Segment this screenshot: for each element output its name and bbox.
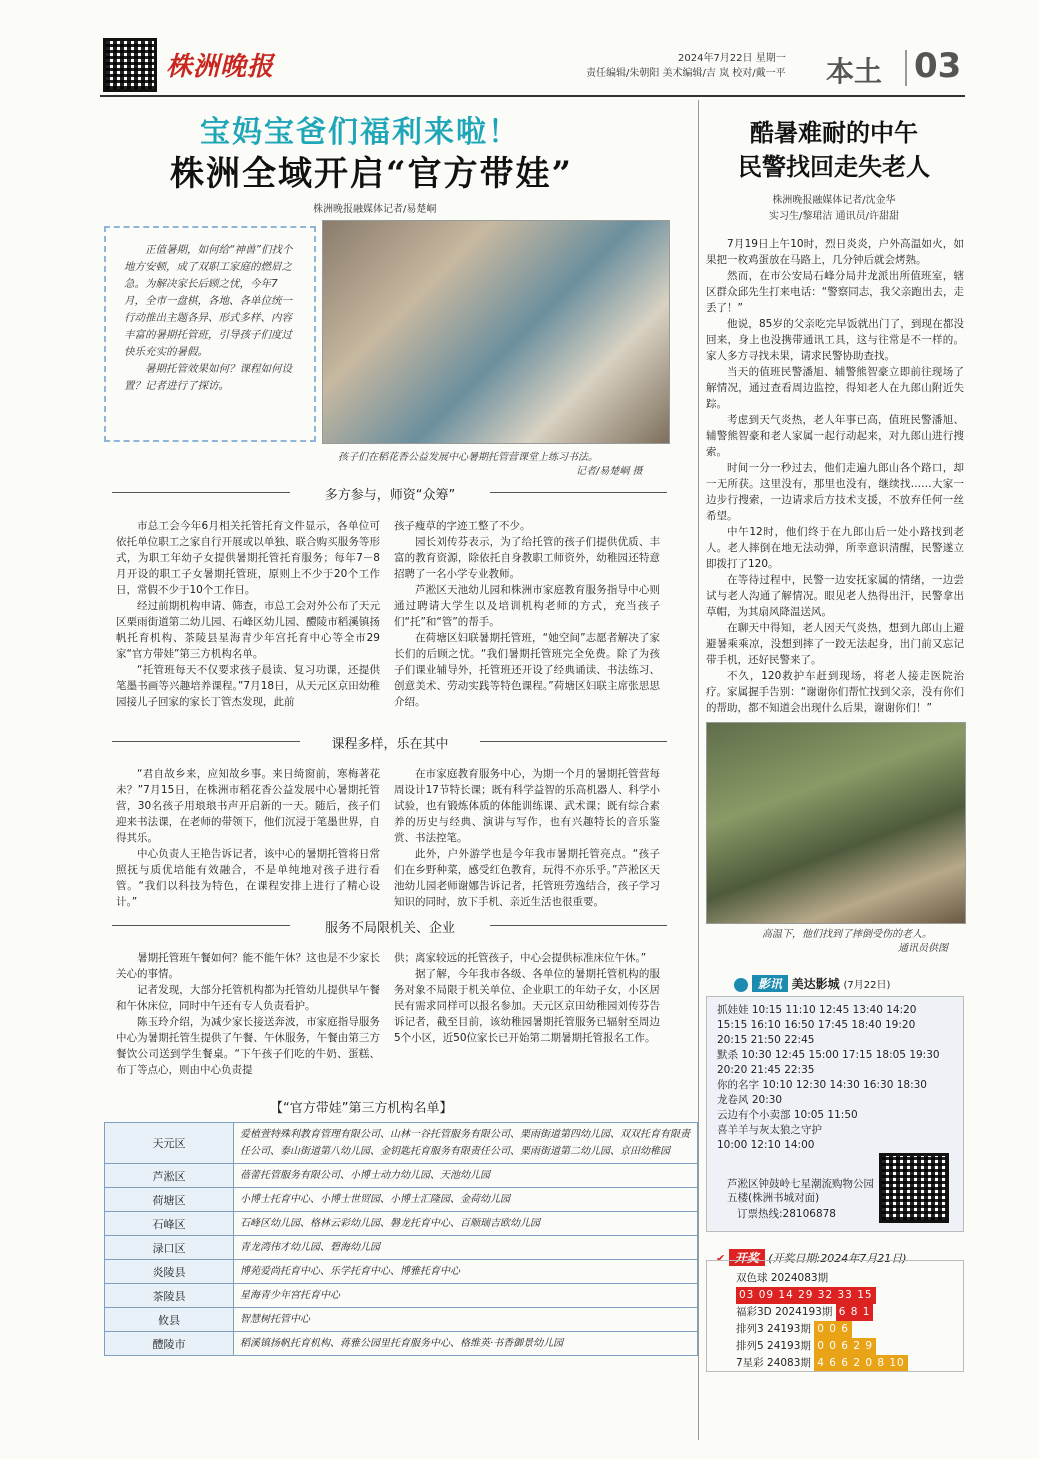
photo-credit: 记者/易楚峒 摄 <box>576 466 643 477</box>
paragraph: 暑期托管班午餐如何？能不能午休？这也是不少家长关心的事情。 <box>116 952 380 980</box>
film-icon <box>734 978 748 992</box>
paragraph: 据了解，今年我市各级、各单位的暑期托管机构的服务对象不局限于机关单位、企业职工的年幼子女，小区居民有需求同样可以报名参加。天元区京田幼稚园刘传芬告诉记者，截至目前，该幼稚园暑期托管服务已辐射至周边5个小区，近50位家长已开始第二期暑期托管报名工作。 <box>394 968 660 1044</box>
qr-code-icon[interactable] <box>103 38 157 92</box>
table-row <box>105 1212 698 1236</box>
paragraph: 市总工会今年6月相关托管托育文件显示，各单位可依托单位职工之家自行开展或以单独、联合购买服务等形式，为职工年幼子女提供暑期托管托育服务；每年7－8月开设的职工子女暑期托管班，原则上不少于20个工作日，常假不少于10个工作日。 <box>116 520 380 596</box>
paragraph: 在等待过程中，民警一边安抚家属的情绪，一边尝试与老人沟通了解情况。眼见老人热得出汗，民警拿出草帽，为其扇风降温送风。 <box>706 574 964 618</box>
intro-paragraph: 暑期托管效果如何？课程如何设置？记者进行了探访。 <box>124 363 292 392</box>
lottery-results <box>736 1270 962 1372</box>
institutions-cell: 爱植萱特殊利教育管理有限公司、山林一谷托管服务有限公司、栗雨街道第四幼儿园、双双托育有限责任公司、泰山街道第八幼儿园、金钥匙托育服务有限责任公司、栗雨街道第二幼儿园、京田幼稚园 <box>234 1123 698 1164</box>
lottery-tag: 开奖 <box>729 1249 765 1266</box>
institutions-cell: 稻溪镇扬帆托育机构、蒋雅公园里托育服务中心、格维英·书香御景幼儿园 <box>234 1332 698 1356</box>
showtime-line: 15:15 16:10 16:50 17:45 18:40 19:20 <box>717 1019 916 1031</box>
lottery-item <box>736 1321 962 1338</box>
institutions-cell: 石峰区幼儿园、格林云彩幼儿园、磐龙托育中心、百顺瑞吉欧幼儿园 <box>234 1212 698 1236</box>
header-rule <box>100 95 965 97</box>
lottery-numbers: 4 6 6 2 0 8 10 <box>814 1355 907 1372</box>
paragraph: 陈玉玲介绍，为减少家长接送奔波，市家庭指导服务中心为暑期托管生提供了午餐、午休服务，午餐由第三方餐饮公司送到学生餐桌。“下午孩子们吃的牛奶、蛋糕、布丁等点心，则由中心负责提 <box>116 1016 380 1076</box>
article-column <box>116 518 380 710</box>
lottery-header <box>716 1249 907 1266</box>
showtime-line: 20:20 21:45 22:35 <box>717 1064 815 1076</box>
rescue-photo <box>706 722 966 924</box>
subhead-3: 服务不局限机关、企业 <box>290 917 490 936</box>
lottery-name: 7星彩 24083期 <box>736 1357 815 1369</box>
paragraph: 当天的值班民警潘旭、辅警熊智豪立即前往现场了解情况，通过查看周边监控，得知老人在九郎山附近失踪。 <box>706 366 964 410</box>
institutions-cell: 蓓蕾托管服务有限公司、小博士动力幼儿园、天池幼儿园 <box>234 1164 698 1188</box>
table-row <box>105 1188 698 1212</box>
byline-line: 株洲晚报融媒体记者/沈金华 <box>772 195 896 206</box>
column-divider <box>698 100 699 1440</box>
lottery-numbers: 0 0 6 <box>814 1321 852 1338</box>
side-article-body <box>706 236 964 716</box>
lottery-name: 双色球 2024083期 <box>736 1272 829 1284</box>
booking-phone: 订票热线:28106878 <box>737 1208 836 1220</box>
lottery-name: 排列5 24193期 <box>736 1340 815 1352</box>
showtime-line: 喜羊羊与灰太狼之守护 <box>717 1124 822 1136</box>
newspaper-logo: 株洲晚报 <box>166 52 275 82</box>
movie-header <box>734 975 890 992</box>
subhead-1: 多方参与，师资“众筹” <box>290 484 490 503</box>
paragraph: 在荷塘区妇联暑期托管班，“她空间”志愿者解决了家长们的后顾之忧。“我们暑期托管班完全免费。除了为孩子们课业辅导外，托管班还开设了经典诵读、书法练习、创意美术、劳动实践等特色课程。”荷塘区妇联主席张思思介绍。 <box>394 632 660 708</box>
paragraph: 此外，户外游学也是今年我市暑期托管亮点。“孩子们在乡野种菜，感受红色教育，玩得不亦乐乎。”芦淞区天池幼儿园老师谢娜告诉记者，托管班劳逸结合，孩子学习知识的同时，放下手机、亲近生活也很重要。 <box>394 848 660 908</box>
paragraph: 不久，120救护车赶到现场，将老人接走医院治疗。家属握手告别：“谢谢你们帮忙找到父亲，没有你们的帮助，都不知道会出现什么后果，谢谢你们！” <box>706 670 964 714</box>
table-row <box>105 1236 698 1260</box>
paragraph: 记者发现，大部分托管机构都为托管幼儿提供早午餐和午休床位，同时中午还有专人负责看护。 <box>116 984 380 1012</box>
paragraph: 在聊天中得知，老人因天气炎热，想到九郎山上避避暑乘乘凉，没想到摔了一跤无法起身，出门前又忘记带手机，还好民警来了。 <box>706 622 964 666</box>
lottery-item <box>736 1304 962 1321</box>
paragraph: 中心负责人王艳告诉记者，该中心的暑期托管将日常照抚与质优培能有效融合，不是单纯地对孩子进行看管。“我们以科技为特色，在课程安排上进行了精心设计。” <box>116 848 380 908</box>
intro-paragraph: 正值暑期，如何给“神兽”们找个地方安顿，成了双职工家庭的燃眉之急。为解决家长后顾之忧，今年7月，全市一盘棋，各地、各单位统一行动推出主题各异、形式多样、内容丰富的暑期托管班，引导孩子们度过快乐充实的暑假。 <box>124 244 293 358</box>
paragraph: 然而，在市公安局石峰分局井龙派出所值班室，辖区群众邱先生打来电话：“警察同志，我父亲跑出去，走丢了！” <box>706 270 964 314</box>
showtime-line: 你的名字 10:10 12:30 14:30 16:30 18:30 <box>717 1079 927 1091</box>
main-headline-kicker: 宝妈宝爸们福利来啦！ <box>200 115 520 150</box>
table-row <box>105 1308 698 1332</box>
paragraph: 7月19日上午10时，烈日炎炎，户外高温如火，如果把一枚鸡蛋放在马路上，几分钟后就会烤熟。 <box>706 238 964 266</box>
calligraphy-class-photo <box>322 220 670 444</box>
cinema-address: 芦淞区钟鼓岭七星潮流购物公园五楼(株洲书城对面) <box>727 1178 874 1204</box>
movie-tag: 影讯 <box>752 975 788 992</box>
paragraph: “托管班每天不仅要求孩子晨读、复习功课，还提供笔墨书画等兴趣培养课程。”7月18日，从天元区京田幼稚园接儿子回家的家长丁管杰发现，此前 <box>116 664 380 708</box>
table-row <box>105 1332 698 1356</box>
main-byline: 株洲晚报融媒体记者/易楚峒 <box>313 204 437 215</box>
institution-table <box>104 1122 698 1356</box>
lottery-item <box>736 1270 962 1304</box>
district-cell: 炎陵县 <box>105 1260 234 1284</box>
side-byline <box>704 193 964 225</box>
page-number: 03 <box>914 46 962 86</box>
lottery-numbers: 0 0 6 2 9 <box>814 1338 876 1355</box>
district-cell: 芦淞区 <box>105 1164 234 1188</box>
side-headline <box>704 116 964 184</box>
institutions-cell: 星海青少年宫托育中心 <box>234 1284 698 1308</box>
movie-date: (7月22日) <box>843 980 891 991</box>
checkmark-icon: ✔ <box>716 1252 726 1265</box>
article-column <box>394 766 660 910</box>
article-column <box>116 950 380 1078</box>
cinema-name: 美达影城 <box>791 977 840 991</box>
paragraph: 考虑到天气炎热，老人年事已高，值班民警潘旭、辅警熊智豪和老人家属一起行动起来，对九郎山进行搜索。 <box>706 414 964 458</box>
institutions-cell: 小博士托育中心、小博士世贸园、小博士汇隆园、金荷幼儿园 <box>234 1188 698 1212</box>
paragraph: 园长刘传芬表示，为了给托管的孩子们提供优质、丰富的教育资源，除依托自身教职工师资外，幼稚园还特意招聘了一名小学专业教师。 <box>394 536 660 580</box>
paragraph: 时间一分一秒过去，他们走遍九郎山各个路口，却一无所获。这里没有，那里也没有，继续找……大家一边步行搜索，一边请求后方技术支援，不放弃任何一丝希望。 <box>706 462 964 522</box>
institutions-cell: 智慧树托管中心 <box>234 1308 698 1332</box>
lottery-numbers: 6 8 1 <box>836 1304 874 1321</box>
paragraph: 供；离家较远的托管孩子，中心会提供标准床位午休。” <box>394 952 647 964</box>
subhead-2: 课程多样，乐在其中 <box>300 733 480 752</box>
paragraph: 孩子瘦草的字迹工整了不少。 <box>394 520 531 532</box>
byline-line: 实习生/黎珺洁 通讯员/许甜甜 <box>769 211 899 222</box>
district-cell: 石峰区 <box>105 1212 234 1236</box>
article-column <box>394 518 660 710</box>
header-divider <box>905 50 907 86</box>
showtime-line: 20:15 21:50 22:45 <box>717 1034 815 1046</box>
article-column <box>116 766 380 910</box>
district-cell: 茶陵县 <box>105 1284 234 1308</box>
section-name: 本土 <box>826 55 883 88</box>
paragraph: 芦淞区天池幼儿园和株洲市家庭教育服务指导中心则通过聘请大学生以及培训机构老师的方式，充当孩子们“托”和“管”的帮手。 <box>394 584 660 628</box>
lottery-item <box>736 1355 962 1372</box>
showtime-line: 抓娃娃 10:15 11:10 12:45 13:40 14:20 <box>717 1004 917 1016</box>
district-cell: 渌口区 <box>105 1236 234 1260</box>
article-column <box>394 950 660 1046</box>
photo-caption: 孩子们在稻花香公益发展中心暑期托管营课堂上练习书法。 <box>338 452 598 463</box>
movie-schedule-box <box>706 996 964 1232</box>
showtime-line: 10:00 12:10 14:00 <box>717 1139 815 1151</box>
table-row <box>105 1260 698 1284</box>
institutions-cell: 青龙湾伟才幼儿园、碧海幼儿园 <box>234 1236 698 1260</box>
showtime-line: 默杀 10:30 12:45 15:00 17:15 18:05 19:30 <box>717 1049 940 1061</box>
district-cell: 醴陵市 <box>105 1332 234 1356</box>
main-headline: 株洲全域开启“官方带娃” <box>170 154 574 194</box>
district-cell: 荷塘区 <box>105 1188 234 1212</box>
lottery-date: (开奖日期:2024年7月21日) <box>768 1252 907 1265</box>
showtime-line: 龙卷风 20:30 <box>717 1094 783 1106</box>
lottery-name: 排列3 24193期 <box>736 1323 815 1335</box>
showtime-line: 云边有个小卖部 10:05 11:50 <box>717 1109 858 1121</box>
paragraph: 在市家庭教育服务中心，为期一个月的暑期托管营每周设计17节特长课；既有科学益智的乐高机器人、科学小试验，也有锻炼体质的体能训练课、武术课；既有综合素养的历史与经典、演讲与写作，也有兴趣特长的音乐鉴赏、书法控笔。 <box>394 768 660 844</box>
table-title: 【“官方带娃”第三方机构名单】 <box>270 1101 453 1116</box>
paragraph: 中午12时，他们终于在九郎山后一处小路找到老人。老人摔倒在地无法动弹，所幸意识清醒，民警遂立即拨打了120。 <box>706 526 964 570</box>
table-row <box>105 1123 698 1164</box>
table-row <box>105 1164 698 1188</box>
lottery-name: 福彩3D 2024193期 <box>736 1306 836 1318</box>
district-cell: 天元区 <box>105 1123 234 1164</box>
issue-date: 2024年7月22日 星期一 <box>678 53 786 64</box>
lottery-numbers: 03 09 14 29 32 33 15 <box>736 1287 876 1304</box>
district-cell: 攸县 <box>105 1308 234 1332</box>
side-photo-caption: 高温下，他们找到了摔倒受伤的老人。 <box>762 929 932 940</box>
intro-box <box>104 226 316 442</box>
lottery-item <box>736 1338 962 1355</box>
side-headline-line: 民警找回走失老人 <box>738 152 930 181</box>
qr-code-icon[interactable] <box>879 1153 949 1223</box>
paragraph: 他说，85岁的父亲吃完早饭就出门了，到现在都没回来，身上也没携带通讯工具，这与往常是不一样的。家人多方寻找未果，请求民警协助查找。 <box>706 318 964 362</box>
side-photo-credit: 通讯员供图 <box>898 943 948 954</box>
editor-credits: 责任编辑/朱朝阳 美术编辑/吉 岚 校对/戴一平 <box>586 68 786 79</box>
paragraph: “君自故乡来，应知故乡事。来日绮窗前，寒梅著花未？”7月15日，在株洲市稻花香公益发展中心暑期托管营，30名孩子用琅琅书声开启新的一天。随后，孩子们迎来书法课，在老师的带领下，他们沉浸于笔墨世界，自得其乐。 <box>116 768 380 844</box>
institutions-cell: 博苑爱尚托育中心、乐学托育中心、博雅托育中心 <box>234 1260 698 1284</box>
paragraph: 经过前期机构申请、筛查，市总工会对外公布了天元区栗雨街道第二幼儿园、石峰区幼儿园、醴陵市稻溪镇扬帆托育机构、茶陵县星海青少年宫托育中心等全市29家“官方带娃”第三方机构名单。 <box>116 600 380 660</box>
side-headline-line: 酷暑难耐的中午 <box>750 118 918 147</box>
table-row <box>105 1284 698 1308</box>
